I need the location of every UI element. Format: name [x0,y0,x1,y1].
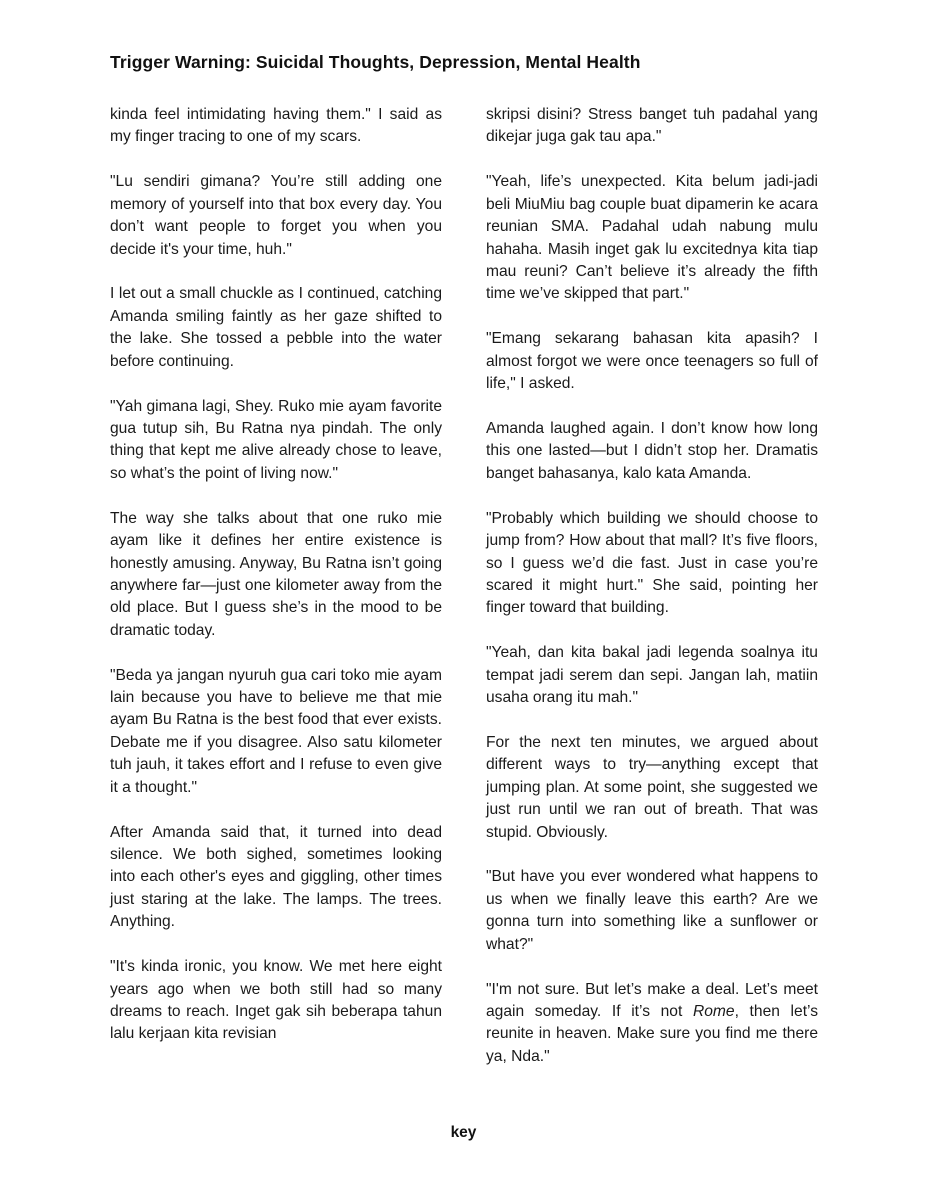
paragraph: "Yeah, dan kita bakal jadi legenda soalnya itu tempat jadi serem dan sepi. Jangan lah, matiin usaha orang itu mah." [486,644,818,707]
paragraph: skripsi disini? Stress banget tuh padahal yang dikejar juga gak tau apa." [486,106,818,146]
paragraph: After Amanda said that, it turned into dead silence. We both sighed, sometimes looking into each other's eyes and giggling, other times just staring at the lake. The lamps. The trees. Anything. [110,823,442,931]
emphasis-text: Rome [692,1003,735,1020]
paragraph: "It's kinda ironic, you know. We met here eight years ago when we both still had so many dreams to reach. Inget gak sih beberapa tahun lalu kerjaan kita revisian [110,958,442,1043]
paragraph: "Beda ya jangan nyuruh gua cari toko mie ayam lain because you have to believe me that mie ayam Bu Ratna is the best food that ever exists. Debate me if you disagree. Also satu kilometer tuh jauh, it takes effort and I refuse to even give it a thought." [110,666,442,796]
paragraph: "Yah gimana lagi, Shey. Ruko mie ayam favorite gua tutup sih, Bu Ratna nya pindah. The only thing that kept me alive already chose to leave, so what’s the point of living now." [110,397,442,482]
right-column [486,104,818,1091]
text-span: "I'm not sure. But let’s make a deal. Let’s meet again someday. If it’s not [486,980,818,1020]
paragraph: "Yeah, life’s unexpected. Kita belum jadi-jadi beli MiuMiu bag couple buat dipamerin ke acara reunian SMA. Padahal udah nabung mulu hahaha. Masih inget gak lu excitednya kita tiap mau reuni? Can’t believe it’s already the fifth time we’ve skipped that part." [486,173,818,303]
paragraph: "Probably which building we should choose to jump from? How about that mall? It’s five floors, so I guess we’d die fast. Just in case you’re scared it might hurt." She said, pointing her finger toward that building. [486,509,818,617]
paragraph: "Lu sendiri gimana? You’re still adding one memory of yourself into that box every day. You don’t want people to forget you when you decide it's your time, huh." [110,173,442,258]
footer-label: key [450,1124,477,1141]
paragraph: "But have you ever wondered what happens to us when we finally leave this earth? Are we gonna turn into something like a sunflower or what?" [486,868,818,953]
paragraph: I let out a small chuckle as I continued, catching Amanda smiling faintly as her gaze shifted to the lake. She tossed a pebble into the water before continuing. [110,285,442,370]
paragraph: "Emang sekarang bahasan kita apasih? I almost forgot we were once teenagers so full of life," I asked. [486,330,818,393]
paragraph: Amanda laughed again. I don’t know how long this one lasted—but I didn’t stop her. Dramatis banget bahasanya, kalo kata Amanda. [486,419,818,482]
page-title: Trigger Warning: Suicidal Thoughts, Depression, Mental Health [110,52,641,72]
text-span: , then let’s reunite in heaven. Make sure you find me there ya, Nda." [486,1003,819,1065]
paragraph-last [486,979,818,1069]
left-column [110,104,442,1068]
paragraph: kinda feel intimidating having them." I said as my finger tracing to one of my scars. [110,106,442,146]
paragraph: For the next ten minutes, we argued about different ways to try—anything except that jumping plan. At some point, she suggested we just run until we ran out of breath. That was stupid. Obviously. [486,733,818,841]
paragraph: The way she talks about that one ruko mie ayam like it defines her entire existence is honestly amusing. Anyway, Bu Ratna isn’t going anywhere far—just one kilometer away from the old place. But I guess she’s in the mood to be dramatic today. [110,509,442,639]
